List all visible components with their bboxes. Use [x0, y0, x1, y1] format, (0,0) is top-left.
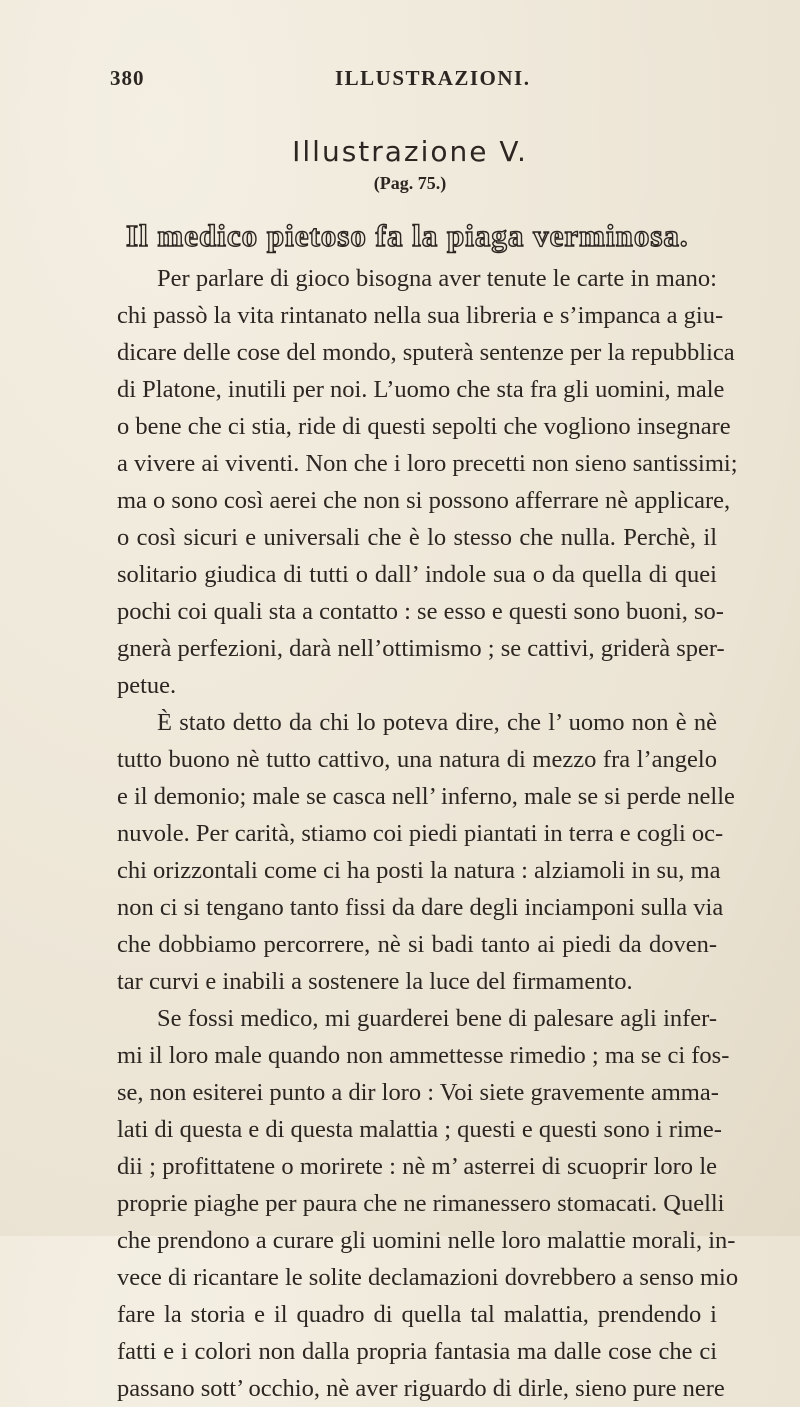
text-line: o bene che ci stia, ride di questi sepolti che vogliono insegnare [117, 413, 731, 440]
text-line: Per parlare di gioco bisogna aver tenute le carte in mano: [157, 265, 717, 292]
text-line: gnerà perfezioni, darà nell’ottimismo ; se cattivi, griderà sper- [117, 635, 725, 662]
text-line: lati di questa e di questa malattia ; questi e questi sono i rime- [117, 1116, 722, 1143]
text-line: o così sicuri e universali che è lo stesso che nulla. Perchè, il [117, 524, 717, 551]
text-line: dii ; profittatene o morirete : nè m’ asterrei di scuoprir loro le [117, 1153, 717, 1180]
text-line: È stato detto da chi lo poteva dire, che l’ uomo non è nè [157, 709, 717, 736]
text-line: mi il loro male quando non ammettesse rimedio ; ma se ci fos- [117, 1042, 730, 1069]
text-line: petue. [117, 672, 177, 699]
text-line: ma o sono così aerei che non si possono afferrare nè applicare, [117, 487, 731, 514]
text-line: proprie piaghe per paura che ne rimanessero stomacati. Quelli [117, 1190, 725, 1217]
text-line: vece di ricantare le solite declamazioni dovrebbero a senso mio [117, 1264, 739, 1291]
text-line: dicare delle cose del mondo, sputerà sentenze per la repubblica [117, 339, 735, 366]
body-text [117, 260, 739, 1407]
running-title: ILLUSTRAZIONI. [335, 66, 531, 90]
text-line: nuvole. Per carità, stiamo coi piedi piantati in terra e cogli oc- [117, 820, 724, 847]
illustration-title: Illustrazione V. [292, 135, 528, 168]
text-line: tar curvi e inabili a sostenere la luce del firmamento. [117, 968, 633, 995]
text-line: fare la storia e il quadro di quella tal malattia, prendendo i [117, 1301, 717, 1328]
section-heading: Il medico pietoso fa la piaga verminosa. [126, 218, 689, 253]
running-head [110, 66, 710, 96]
text-line: chi passò la vita rintanato nella sua libreria e s’impanca a giu- [117, 302, 724, 329]
text-line: che prendono a curare gli uomini nelle loro malattie morali, in- [117, 1227, 736, 1254]
text-line: tutto buono nè tutto cattivo, una natura di mezzo fra l’angelo [117, 746, 717, 773]
page-number: 380 [110, 66, 145, 90]
text-line: Se fossi medico, mi guarderei bene di palesare agli infer- [157, 1005, 717, 1032]
text-line: che dobbiamo percorrere, nè si badi tanto ai piedi da doven- [117, 931, 717, 958]
text-line: passano sott’ occhio, nè aver riguardo di dirle, sieno pure nere [117, 1375, 725, 1402]
text-line: se, non esiterei punto a dir loro : Voi siete gravemente amma- [117, 1079, 719, 1106]
text-line: pochi coi quali sta a contatto : se esso e questi sono buoni, so- [117, 598, 724, 625]
page-reference: (Pag. 75.) [373, 173, 447, 193]
text-line: chi orizzontali come ci ha posti la natura : alziamoli in su, ma [117, 857, 721, 884]
text-line: solitario giudica di tutti o dall’ indole sua o da quella di quei [117, 561, 717, 588]
text-line: fatti e i colori non dalla propria fantasia ma dalle cose che ci [117, 1338, 717, 1365]
text-line: non ci si tengano tanto fissi da dare degli inciamponi sulla via [117, 894, 724, 921]
text-line: e il demonio; male se casca nell’ inferno, male se si perde nelle [117, 783, 735, 810]
text-line: a vivere ai viventi. Non che i loro precetti non sieno santissimi; [117, 450, 738, 477]
text-line: di Platone, inutili per noi. L’uomo che sta fra gli uomini, male [117, 376, 725, 403]
